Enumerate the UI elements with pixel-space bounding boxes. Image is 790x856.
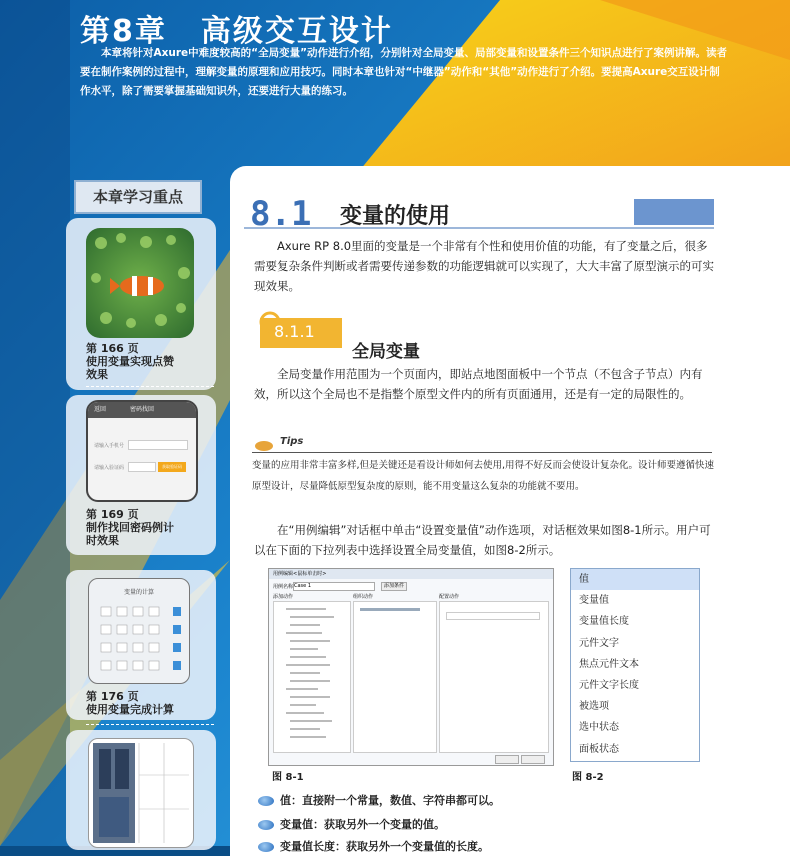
bullet-text: 变量值长度：获取另外一个变量值的长度。 [280, 840, 489, 853]
bullet-item [258, 792, 500, 808]
bullet-icon [258, 796, 274, 806]
sidebar-item-1-caption [86, 342, 174, 381]
sidebar-item-1-desc: 使用变量实现点赞 [86, 355, 174, 368]
sidebar-title: 本章学习重点 [74, 180, 202, 214]
dialog-name-field: Case 1 [293, 582, 375, 591]
app-code-field [128, 462, 156, 472]
figure-8-1-caption: 图 8-1 [272, 772, 304, 783]
tips-text: 变量的应用非常丰富多样,但是关键还是看设计师如何去使用,用得不好反而会使设计复杂化。设计师要遵循快速原型设计，尽量降低原型复杂度的原则，能不用变量这么复杂的功能就不要用。 [252, 460, 715, 492]
sidebar-divider [86, 724, 214, 725]
sidebar-item-2-desc: 制作找回密码例计 [86, 521, 174, 534]
app-code-button: 获取验证码 [158, 462, 186, 472]
subsection-number: 8.1.1 [274, 322, 315, 341]
dialog-ok-button [495, 755, 519, 764]
sidebar-item-3-caption [86, 690, 174, 716]
dialog-name-label: 用例名称 [273, 584, 294, 590]
bullet-icon [258, 820, 274, 830]
figure-8-2-caption: 图 8-2 [572, 772, 604, 783]
bullet-icon [258, 842, 274, 852]
calc-title: 变量的计算 [123, 589, 154, 596]
dialog-col1: 添加动作 [273, 594, 294, 600]
section-number: 8.1 [250, 194, 312, 234]
chapter-intro: 本章将针对Axure中难度较高的“全局变量”动作进行介绍，分别针对全局变量、局部变量和设置条件三个知识点进行了案例讲解。读者要在制作案例的过程中，理解变量的原理和应用技巧。同时本章也针对“中继器”动作和“其他”动作进行了介绍。要提高Axure交互设计制作水平，除了需要掌握基础知识外，还要进行大量的练习。 [80, 47, 727, 97]
sidebar-item-3-desc: 使用变量完成计算 [86, 703, 174, 716]
bullet-item [258, 838, 489, 854]
tips-icon [252, 436, 276, 452]
subsection-title: 全局变量 [352, 342, 420, 362]
app-label-code: 请输入验证码 [94, 465, 125, 471]
dialog-col2: 组织动作 [353, 594, 374, 600]
section-title: 变量的使用 [340, 204, 451, 229]
app-back-label: 返回 [94, 406, 107, 413]
sidebar-item-2-caption [86, 508, 174, 547]
chapter-title: 高级交互设计 [200, 14, 393, 49]
option-widget-text-length: 元件文字长度 [579, 679, 639, 691]
option-variable-length: 变量值长度 [579, 616, 629, 628]
dialog-add-condition-button: 添加条件 [381, 582, 407, 591]
sidebar-item-2-page: 第 169 页 [86, 508, 139, 521]
option-value: 值 [571, 569, 699, 590]
subsection-paragraph: 全局变量作用范围为一个页面内，即站点地图面板中一个节点（不包含子节点）内有效，所以这个全局也不是指整个原型文件内的所有页面通用，还是有一定的局限性的。 [254, 367, 703, 401]
bullet-text: 值：直接附一个常量，数值、字符串都可以。 [280, 794, 500, 807]
sidebar-item-1-desc2: 效果 [86, 368, 108, 381]
sidebar-item-1-page: 第 166 页 [86, 342, 139, 355]
calculator-image [88, 578, 190, 684]
clothing-table-image [88, 738, 194, 848]
figure-8-2-list [570, 568, 700, 762]
dialog-action-tree [273, 601, 351, 753]
option-variable-value: 变量值 [579, 595, 609, 607]
section-underline [244, 196, 724, 230]
option-widget-text: 元件文字 [579, 637, 619, 649]
dialog-col3: 配置动作 [439, 594, 460, 600]
section-paragraph: Axure RP 8.0里面的变量是一个非常有个性和使用价值的功能，有了变量之后，很多需要复杂条件判断或者需要传递参数的功能逻辑就可以实现了，大大丰富了原型演示的可实现效果。 [254, 239, 714, 293]
chapter-number: 第8章 [80, 14, 167, 49]
sidebar-item-3-page: 第 176 页 [86, 690, 139, 703]
figure-intro-paragraph: 在“用例编辑”对话框中单击“设置变量值”动作选项，对话框效果如图8-1所示。用户可以在下面的下拉列表中选择设置全局变量值，如图8-2所示。 [254, 523, 711, 557]
password-app-image [86, 400, 198, 502]
tips-header [252, 436, 712, 453]
subsection-number-badge [258, 310, 338, 344]
app-title: 密码找回 [129, 406, 154, 413]
option-selected-option: 被选项 [579, 701, 609, 713]
app-phone-field [128, 440, 188, 450]
clownfish-image [86, 228, 194, 338]
dialog-cancel-button [521, 755, 545, 764]
option-selected-state: 选中状态 [579, 722, 619, 734]
bullet-item [258, 816, 445, 832]
dialog-organize-pane [353, 601, 437, 753]
sidebar-divider [86, 386, 214, 387]
dialog-title: 用例编辑<鼠标单击时> [269, 569, 553, 579]
app-label-phone: 请输入手机号 [94, 443, 125, 449]
option-panel-state: 面板状态 [579, 743, 619, 755]
bullet-text: 变量值：获取另外一个变量的值。 [280, 818, 445, 831]
tips-label: Tips [280, 436, 304, 447]
figure-8-1-dialog [268, 568, 554, 766]
dialog-config-pane [439, 601, 549, 753]
option-focused-widget-text: 焦点元件文本 [579, 658, 639, 670]
sidebar-item-2-desc2: 时效果 [86, 534, 119, 547]
